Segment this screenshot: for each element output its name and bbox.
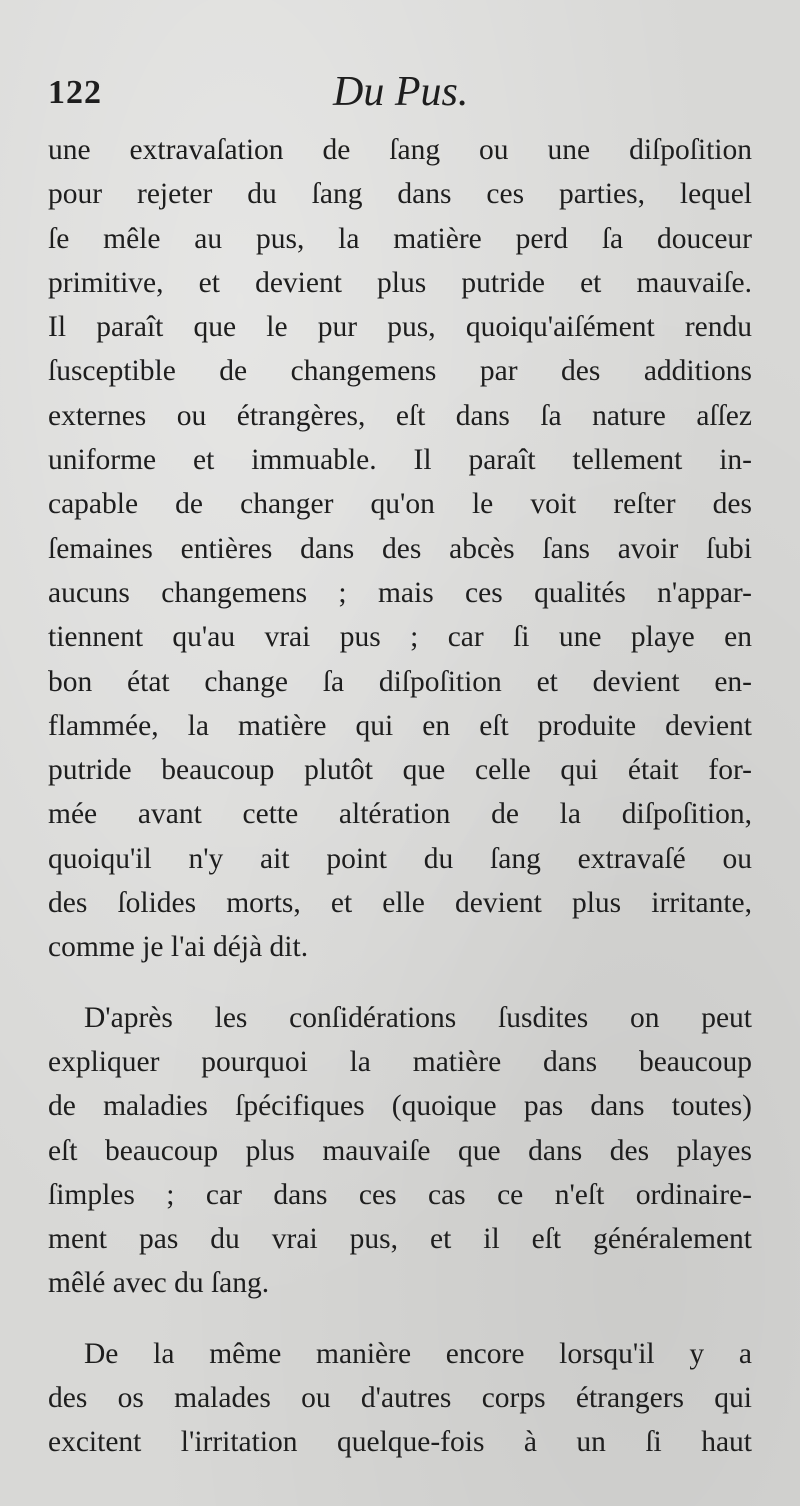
text-line: de maladies ſpécifiques (quoique pas dans toutes)	[48, 1090, 752, 1123]
text-line: ſe mêle au pus, la matière perd ſa douceur	[48, 222, 752, 255]
text-line: ſusceptible de changemens par des additions	[48, 355, 752, 388]
text-line: ment pas du vrai pus, et il eſt généralement	[48, 1223, 752, 1256]
text-line: quoiqu'il n'y ait point du ſang extravaſé ou	[48, 842, 752, 875]
text-line: tiennent qu'au vrai pus ; car ſi une playe en	[48, 621, 752, 654]
paragraph-3	[48, 1332, 752, 1465]
text-line: ſemaines entières dans des abcès ſans avoir ſubi	[48, 532, 752, 565]
text-line: ſimples ; car dans ces cas ce n'eſt ordinaire-	[48, 1178, 752, 1211]
text-line: De la même manière encore lorsqu'il y a	[84, 1337, 752, 1370]
text-line: aucuns changemens ; mais ces qualités n'appar-	[48, 576, 752, 609]
text-line: comme je l'ai déjà dit.	[48, 931, 309, 964]
paragraph-2	[48, 996, 752, 1306]
text-line: D'après les conſidérations ſusdites on peut	[84, 1001, 752, 1034]
text-line: une extravaſation de ſang ou une diſpoſition	[48, 134, 752, 166]
text-line: flammée, la matière qui en eſt produite devient	[48, 709, 752, 742]
text-line: primitive, et devient plus putride et mauvaiſe.	[48, 266, 752, 299]
text-line: Il paraît que le pur pus, quoiqu'aiſément rendu	[48, 311, 752, 344]
text-line: des os malades ou d'autres corps étrangers qui	[48, 1382, 752, 1415]
paragraph-gap	[48, 1306, 752, 1332]
text-line: capable de changer qu'on le voit reſter des	[48, 488, 752, 521]
text-line: putride beaucoup plutôt que celle qui était for-	[48, 754, 752, 787]
running-title: Du Pus.	[333, 69, 469, 115]
text-line: bon état change ſa diſpoſition et devient en-	[48, 665, 752, 698]
text-line: expliquer pourquoi la matière dans beaucoup	[48, 1045, 752, 1078]
text-line: uniforme et immuable. Il paraît tellement in-	[48, 444, 752, 477]
body-text	[48, 128, 752, 1465]
text-line: mêlé avec du ſang.	[48, 1267, 270, 1300]
text-line: pour rejeter du ſang dans ces parties, lequel	[48, 178, 752, 211]
text-line: excitent l'irritation quelque-fois à un ſi haut	[48, 1426, 752, 1459]
text-line: des ſolides morts, et elle devient plus irritante,	[48, 887, 752, 920]
paragraph-1	[48, 128, 752, 970]
text-line: mée avant cette altération de la diſpoſition,	[48, 798, 752, 831]
text-line: eſt beaucoup plus mauvaiſe que dans des playes	[48, 1134, 752, 1167]
paragraph-gap	[48, 970, 752, 996]
page-number: 122	[48, 74, 102, 111]
text-line: externes ou étrangères, eſt dans ſa nature aſſez	[48, 399, 752, 432]
running-head	[48, 68, 752, 118]
